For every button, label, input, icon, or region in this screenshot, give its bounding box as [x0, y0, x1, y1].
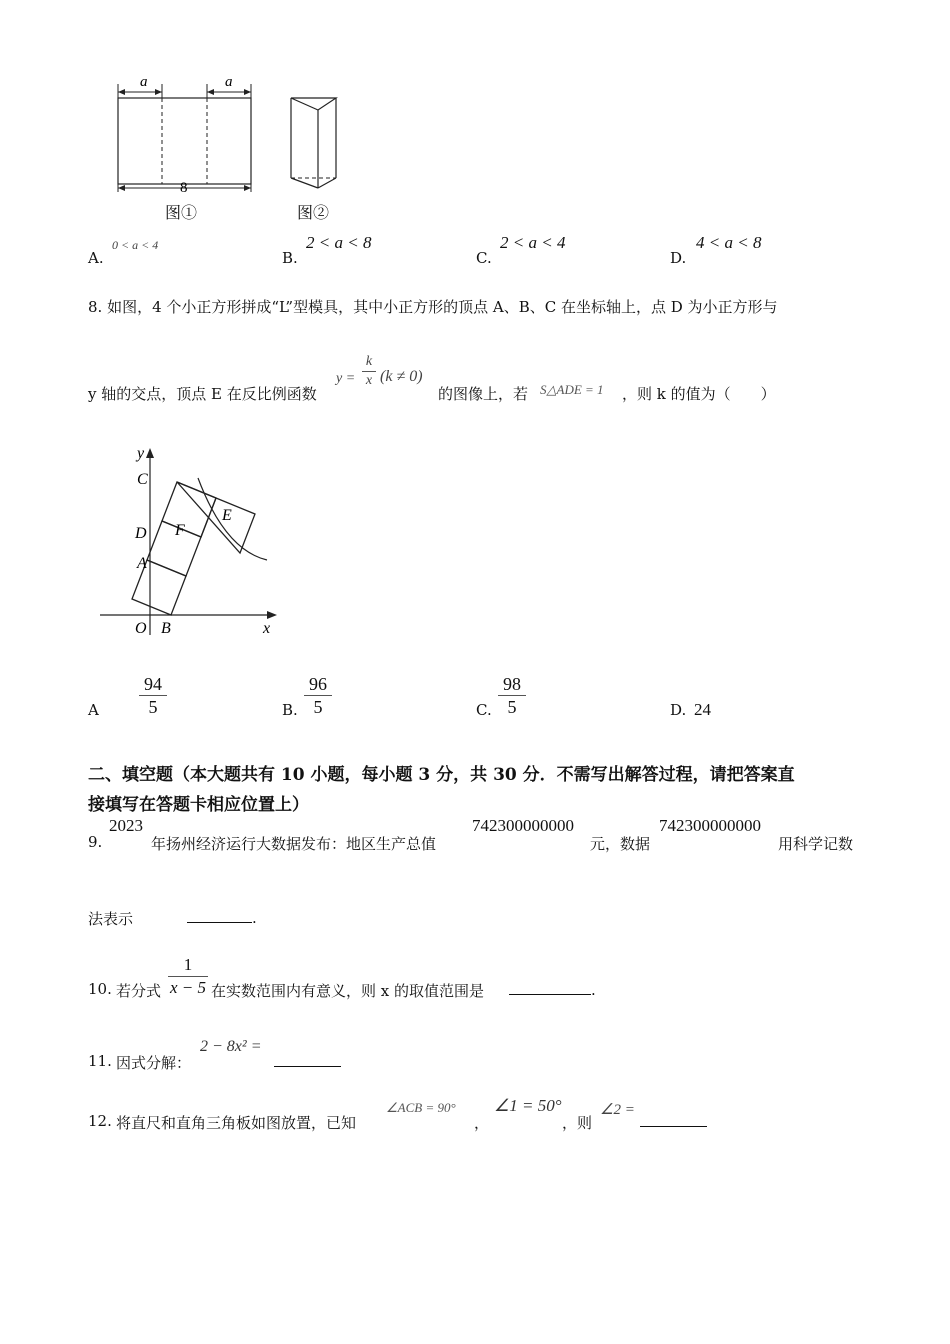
label-d: D	[135, 525, 147, 542]
q12-answer-blank[interactable]	[640, 1112, 707, 1131]
q8-line2-mid: 的图像上，若	[438, 385, 529, 403]
q8-option-b-label: B.	[282, 701, 298, 719]
q10-frac-num: 1	[183, 955, 193, 974]
y-axis-arrow	[146, 448, 154, 458]
q12-comma: ，	[474, 1114, 490, 1132]
q7-option-a-label: A.	[88, 249, 104, 267]
q11-expr: 2 − 8x² =	[200, 1038, 262, 1055]
q10-fraction	[168, 955, 208, 998]
label-o: O	[135, 620, 147, 637]
q8-line2-post: ，则 k 的值为（ ）	[622, 385, 776, 403]
q8-option-c-fraction	[498, 674, 526, 717]
q10-frac-den: x − 5	[169, 978, 207, 997]
q7-option-c-expr: 2 < a < 4	[500, 233, 566, 252]
q8-option-c-label: C.	[476, 701, 492, 719]
label-f: F	[175, 522, 185, 539]
q7-option-a-expr: 0 < a < 4	[112, 238, 159, 252]
q12-angle-1: ∠1 = 50°	[494, 1096, 562, 1115]
q7-option-d-label: D.	[670, 249, 687, 267]
q8-option-a-label: A	[88, 701, 99, 719]
fig1-dim-a-left: a	[140, 74, 148, 90]
q8-line2-pre: y 轴的交点，顶点 E 在反比例函数	[88, 385, 317, 403]
x-axis-arrow	[267, 611, 277, 619]
q10-text2: 在实数范围内有意义，则 x 的取值范围是	[211, 982, 484, 1000]
q9-year: 2023	[109, 816, 143, 835]
label-b: B	[161, 620, 171, 637]
q12-angle-acb: ∠ACB = 90°	[386, 1100, 456, 1115]
q8-func-cond: (k ≠ 0)	[380, 368, 423, 385]
q12-number: 12.	[88, 1112, 112, 1130]
q11-answer-blank[interactable]	[274, 1052, 341, 1071]
q9-text2: 元，数据	[590, 835, 651, 853]
label-x: x	[263, 620, 271, 637]
q8-option-d-value: 24	[694, 700, 711, 719]
fig1-dim-a-right: a	[225, 74, 233, 90]
q11-text: 因式分解：	[116, 1054, 192, 1072]
figure-2-prism	[291, 98, 336, 188]
label-c: C	[137, 471, 148, 488]
q9-answer-blank[interactable]	[187, 908, 257, 927]
q8-option-c-num: 98	[503, 674, 521, 694]
q8-func-den: x	[365, 373, 373, 388]
q9-end: .	[252, 909, 257, 927]
q8-option-b-den: 5	[313, 697, 323, 717]
label-y: y	[137, 445, 145, 462]
q9-value2: 742300000000	[659, 816, 761, 835]
q9-number: 9.	[88, 833, 103, 851]
q12-text1: 将直尺和直角三角板如图放置，已知	[116, 1114, 357, 1132]
q8-option-d-label: D.	[670, 701, 687, 719]
q7-figures	[100, 70, 380, 225]
section2-heading-line1: 二、填空题（本大题共有 10 小题，每小题 3 分，共 30 分．不需写出解答过程，请把答案直	[88, 765, 795, 785]
q8-func-fraction	[362, 354, 376, 389]
q8-option-a-num: 94	[144, 674, 162, 694]
q8-option-b-fraction	[304, 674, 332, 717]
q11-number: 11.	[88, 1052, 112, 1070]
q8-option-b-num: 96	[309, 674, 327, 694]
q9-text3: 用科学记数	[778, 835, 854, 853]
q12-then: ，则	[562, 1114, 593, 1132]
fig2-caption: 图②	[297, 203, 330, 222]
q8-func-lhs: y =	[336, 371, 356, 386]
fig1-caption: 图①	[165, 203, 198, 222]
q7-option-b-label: B.	[282, 249, 298, 267]
q10-text1: 若分式	[116, 982, 162, 1000]
q9-text1: 年扬州经济运行大数据发布：地区生产总值	[151, 835, 437, 853]
q7-option-b-expr: 2 < a < 8	[306, 233, 372, 252]
q12-angle-2: ∠2 =	[600, 1102, 635, 1118]
label-e: E	[222, 507, 232, 524]
q7-option-c-label: C.	[476, 249, 492, 267]
q10-end: .	[591, 981, 596, 999]
q8-option-a-fraction	[139, 674, 167, 717]
q7-option-d-expr: 4 < a < 8	[696, 233, 762, 252]
q9-text4: 法表示	[88, 910, 134, 928]
figure-1-rectangle	[118, 84, 251, 192]
q10-answer-blank[interactable]	[509, 980, 596, 999]
q8-option-c-den: 5	[507, 697, 517, 717]
label-a: A	[137, 555, 147, 572]
q8-line1: 8. 如图，4 个小正方形拼成“L”型模具，其中小正方形的顶点 A、B、C 在坐标轴上，点 D 为小正方形与	[88, 298, 778, 316]
q8-area-expr: S△ADE = 1	[540, 382, 604, 397]
section2-heading-line2: 接填写在答题卡相应位置上）	[88, 795, 309, 815]
fig1-dim-width: 8	[180, 180, 188, 196]
q8-option-a-den: 5	[148, 697, 158, 717]
q10-number: 10.	[88, 980, 112, 998]
q8-figure	[95, 440, 295, 645]
q8-func-num: k	[365, 354, 373, 369]
q9-value1: 742300000000	[472, 816, 574, 835]
